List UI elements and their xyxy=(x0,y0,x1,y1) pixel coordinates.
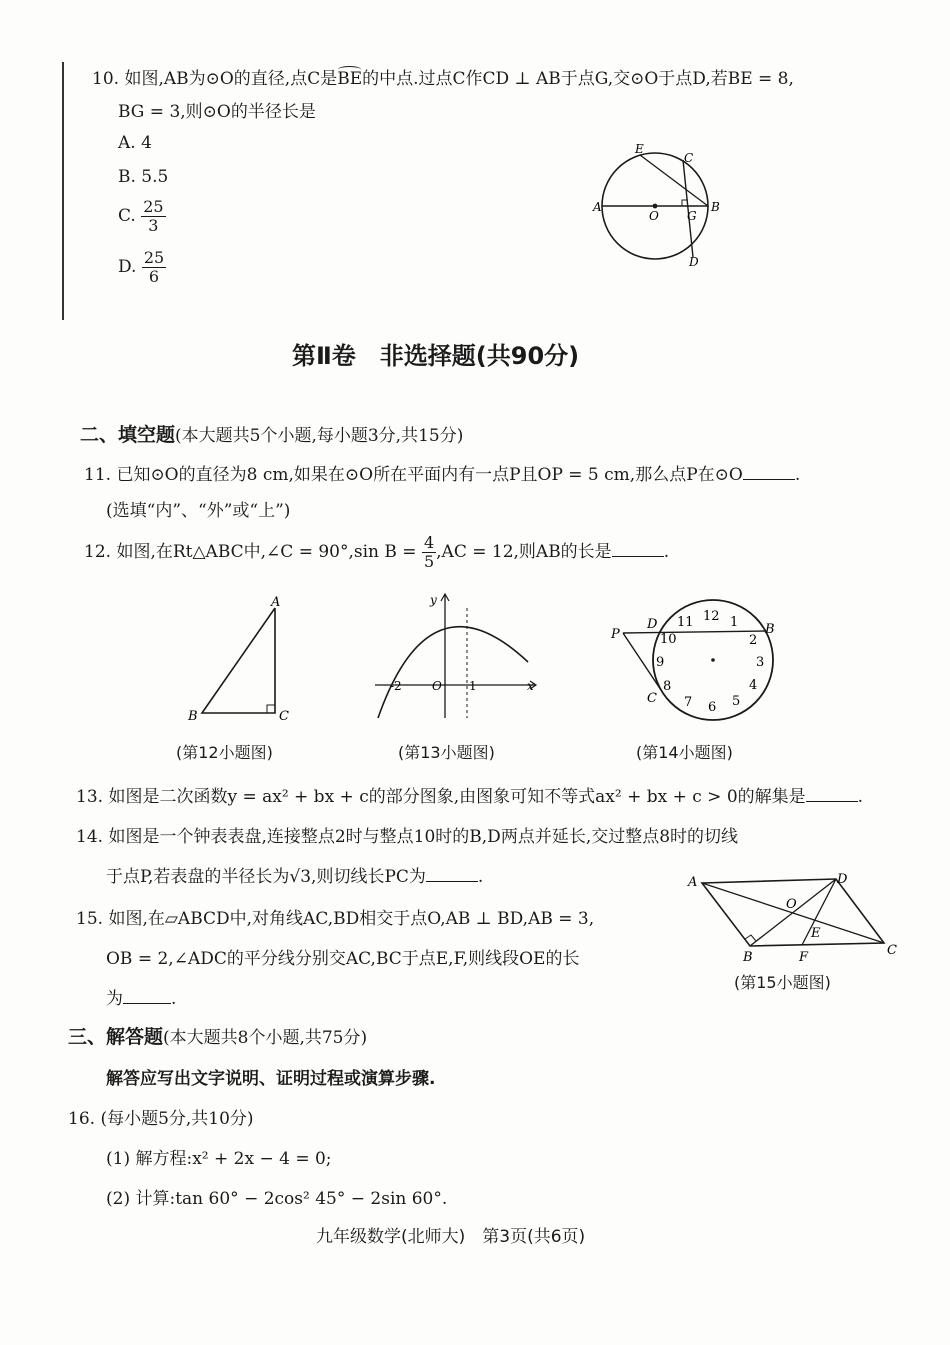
q16-heading: 16. (每小题5分,共10分) xyxy=(68,1109,254,1129)
svg-text:11: 11 xyxy=(677,615,694,630)
q11-line1: 11. 已知⊙O的直径为8 cm,如果在⊙O所在平面内有一点P且OP = 5 cm,那么点P在⊙O . xyxy=(84,465,801,485)
q10-line2: BG = 3,则⊙O的半径长是 xyxy=(118,102,316,122)
q16-part2: (2) 计算:tan 60° − 2cos² 45° − 2sin 60°. xyxy=(106,1189,448,1209)
fig14-caption: (第14小题图) xyxy=(636,743,733,762)
q14-answer-blank[interactable] xyxy=(426,867,478,882)
q13-line: 13. 如图是二次函数y = ax² + bx + c的部分图象,由图象可知不等式ax² + bx + c > 0的解集是 . xyxy=(76,787,864,807)
q12-line: 12. 如图,在Rt△ABC中,∠C = 90°,sin B = $\frac{4}{5}$ ,AC = 12,则AB的长是 . xyxy=(84,533,670,571)
fig13-label-1: 1 xyxy=(469,679,477,693)
q14-line2: 于点P,若表盘的半径长为√3,则切线长PC为 . xyxy=(106,867,484,887)
svg-text:9: 9 xyxy=(656,655,665,670)
svg-text:12: 12 xyxy=(703,609,720,624)
svg-text:10: 10 xyxy=(660,632,677,647)
fig15-label-a: A xyxy=(688,875,698,890)
svg-text:7: 7 xyxy=(684,695,693,710)
left-margin-line xyxy=(62,62,64,320)
fig14-label-b: B xyxy=(765,622,775,637)
fig13-label-o: O xyxy=(432,679,442,693)
fig13-parabola xyxy=(370,590,545,725)
part-2-heading: 二、填空题(本大题共5个小题,每小题3分,共15分) xyxy=(80,424,464,446)
fig13-label-minus2: -2 xyxy=(390,679,402,693)
fig15-label-f: F xyxy=(799,950,809,965)
label-e: E xyxy=(635,142,644,156)
fig15-label-o: O xyxy=(786,897,797,912)
q10-option-d[interactable]: D. $\frac{25}{6}$ xyxy=(118,248,165,286)
svg-text:6: 6 xyxy=(708,700,717,715)
fig14-label-c: C xyxy=(647,691,657,706)
q10-line1: 10. 如图,AB为⊙O的直径,点C是BE的中点.过点C作CD ⊥ AB于点G,交⊙O于点D,若BE = 8, xyxy=(92,69,794,89)
q15-line3: 为 . xyxy=(106,989,177,1009)
q12-answer-blank[interactable] xyxy=(612,542,664,557)
q14-line1: 14. 如图是一个钟表表盘,连接整点2时与整点10时的B,D两点并延长,交过整点8时的切线 xyxy=(76,827,739,847)
fig13-label-y: y xyxy=(430,593,437,607)
q15-answer-blank[interactable] xyxy=(123,989,171,1004)
fig13-caption: (第13小题图) xyxy=(398,743,495,762)
q15-line1: 15. 如图,在▱ABCD中,对角线AC,BD相交于点O,AB ⊥ BD,AB = 3, xyxy=(76,909,595,929)
fig15-label-c: C xyxy=(887,943,897,958)
fig14-label-p: P xyxy=(611,627,620,642)
svg-text:5: 5 xyxy=(732,694,741,709)
label-b: B xyxy=(711,200,720,214)
svg-text:3: 3 xyxy=(756,655,765,670)
fig12-label-b: B xyxy=(188,709,198,724)
arc-be: BE xyxy=(337,69,363,89)
fig15-label-e: E xyxy=(811,926,821,941)
fig14-label-d: D xyxy=(647,617,658,632)
fig15-parallelogram xyxy=(686,866,901,966)
q11-answer-blank[interactable] xyxy=(743,465,795,480)
q11-line2: (选填“内”、“外”或“上”) xyxy=(106,501,291,521)
q10-circle-figure xyxy=(585,138,735,268)
fig15-label-b: B xyxy=(743,950,753,965)
part-3-heading: 三、解答题(本大题共8个小题,共75分) xyxy=(68,1026,368,1048)
fig15-caption: (第15小题图) xyxy=(734,973,831,992)
fig14-clock xyxy=(605,598,795,728)
svg-text:8: 8 xyxy=(663,679,672,694)
q10-option-a[interactable]: A. 4 xyxy=(118,133,152,153)
label-c: C xyxy=(684,151,694,165)
fig12-label-c: C xyxy=(279,709,289,724)
q10-option-b[interactable]: B. 5.5 xyxy=(118,167,169,187)
fig12-caption: (第12小题图) xyxy=(176,743,273,762)
label-a: A xyxy=(593,200,602,214)
q10-option-c[interactable]: C. $\frac{25}{3}$ xyxy=(118,197,164,235)
part-3-instruction: 解答应写出文字说明、证明过程或演算步骤. xyxy=(106,1069,436,1089)
page-footer: 九年级数学(北师大) 第3页(共6页) xyxy=(316,1227,586,1247)
q16-part1: (1) 解方程:x² + 2x − 4 = 0; xyxy=(106,1149,332,1169)
svg-text:4: 4 xyxy=(749,678,758,693)
label-o: O xyxy=(649,209,659,223)
label-d: D xyxy=(689,255,699,268)
fig13-label-x: x xyxy=(527,679,534,693)
fig15-label-d: D xyxy=(837,872,848,887)
svg-text:2: 2 xyxy=(749,633,758,648)
q15-line2: OB = 2,∠ADC的平分线分别交AC,BC于点E,F,则线段OE的长 xyxy=(106,949,580,969)
fig12-label-a: A xyxy=(271,595,281,610)
label-g: G xyxy=(687,209,697,223)
q13-answer-blank[interactable] xyxy=(806,787,858,802)
svg-text:1: 1 xyxy=(730,615,739,630)
fig12-triangle xyxy=(180,590,300,725)
section-2-title: 第Ⅱ卷 非选择题(共90分) xyxy=(292,342,580,370)
